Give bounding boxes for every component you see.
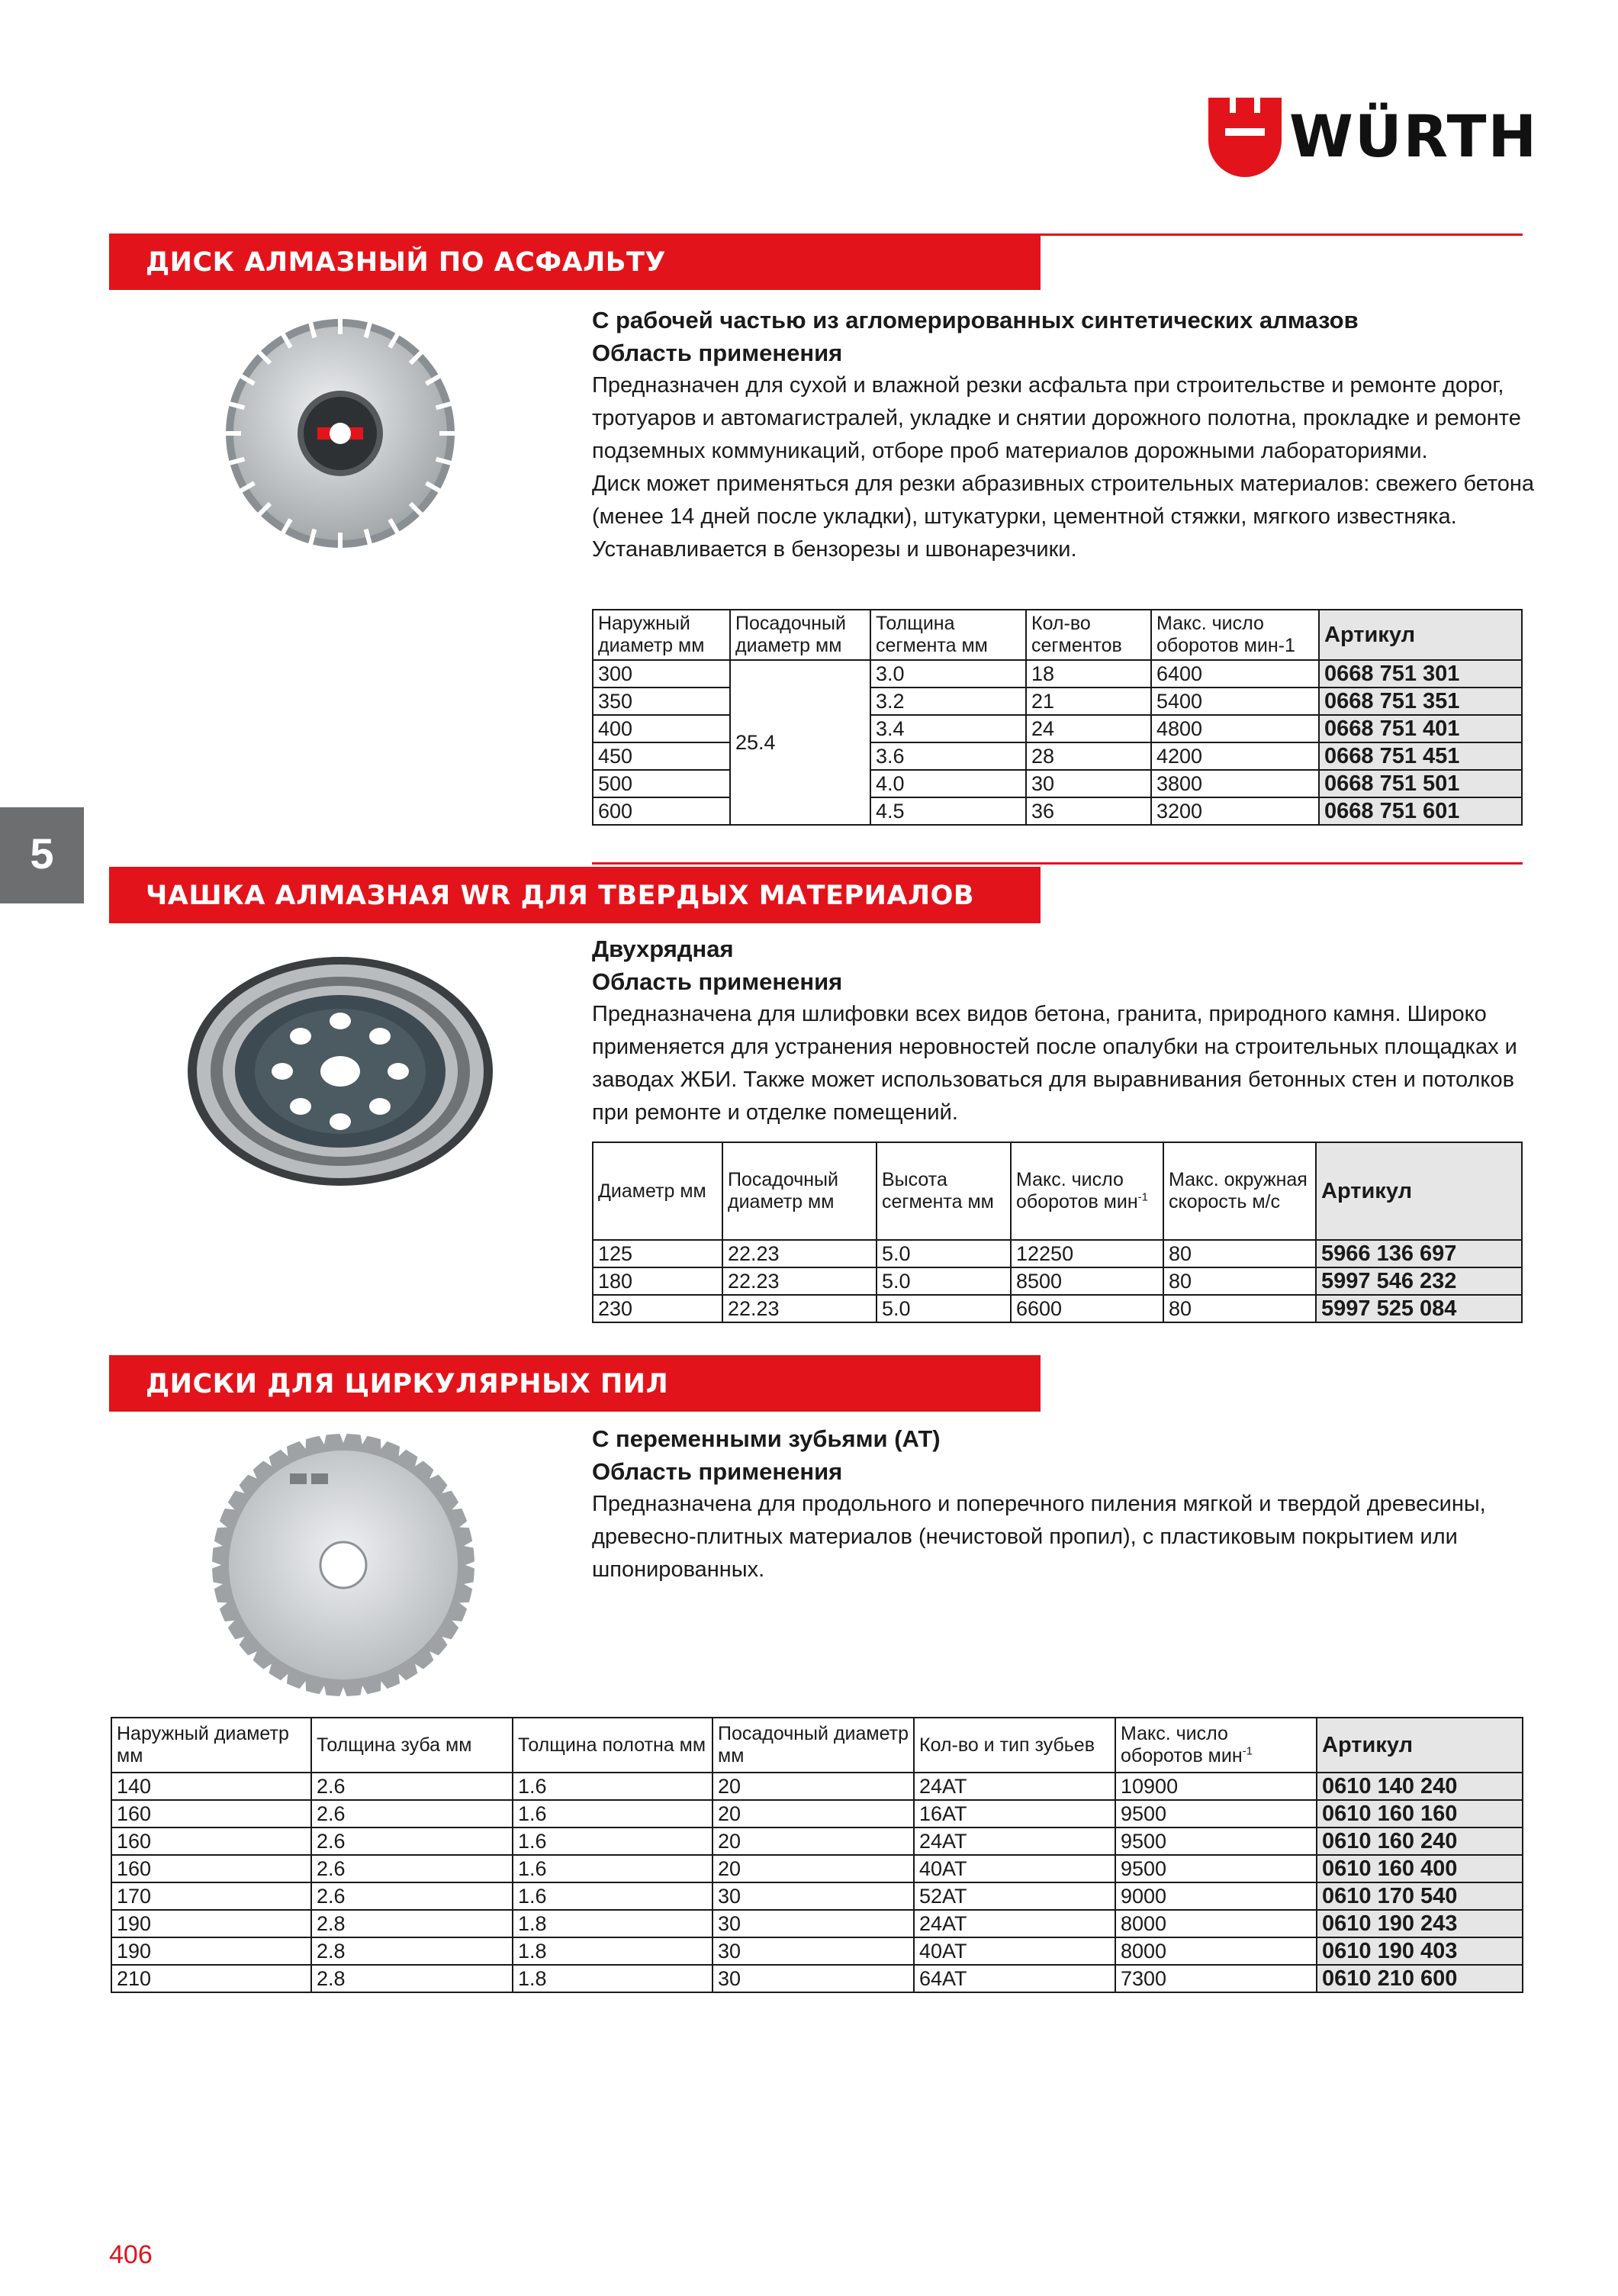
column-header-article: Артикул: [1319, 610, 1522, 660]
table-cell: 24: [1026, 715, 1151, 742]
description-paragraph: Предназначена для продольного и поперечного пиления мягкой и твердой древесины, древесно-плитных материалов (нечистовой пропил), с пластиковым покрытием или шпонированных.: [592, 1492, 1486, 1582]
column-header: Наружный диаметр мм: [111, 1718, 311, 1773]
table-cell: 24AT: [914, 1827, 1115, 1855]
table-cell: 20: [712, 1800, 914, 1827]
application-heading: Область применения: [592, 968, 843, 995]
table-cell: 24AT: [914, 1773, 1115, 1800]
wurth-logo-text: WÜRTH: [1289, 102, 1539, 170]
table-cell: 3.4: [870, 715, 1026, 742]
table-cell: 160: [111, 1800, 311, 1827]
asphalt-disc-spec-table: [592, 609, 1523, 826]
article-number: 0668 751 401: [1319, 715, 1522, 742]
table-row: [111, 1965, 1523, 1992]
article-number: 0610 160 400: [1317, 1855, 1523, 1882]
column-header-text: Макс. число оборотов мин: [1016, 1169, 1138, 1212]
table-cell: 1.6: [513, 1882, 712, 1910]
table-cell: 1.6: [513, 1855, 712, 1882]
table-cell: 6400: [1151, 660, 1319, 688]
table-cell: 20: [712, 1855, 914, 1882]
table-row: [111, 1910, 1523, 1937]
cup-wheel-illustration: [180, 943, 500, 1195]
table-cell: 5.0: [877, 1295, 1011, 1322]
section-title: ЧАШКА АЛМАЗНАЯ WR ДЛЯ ТВЕРДЫХ МАТЕРИАЛОВ: [146, 881, 975, 911]
table-header-row: [593, 1142, 1522, 1240]
saw-blade-description: [592, 1422, 1538, 1586]
table-cell: 1.6: [513, 1773, 712, 1800]
table-cell: 1.6: [513, 1827, 712, 1855]
table-cell: 2.6: [311, 1800, 513, 1827]
table-cell: 20: [712, 1773, 914, 1800]
column-header: Наружный диаметр мм: [593, 610, 730, 660]
table-cell: 22.23: [722, 1295, 877, 1322]
table-cell: 12250: [1011, 1240, 1163, 1267]
table-cell: 2.6: [311, 1855, 513, 1882]
table-cell: 350: [593, 688, 730, 715]
article-number: 0610 160 240: [1317, 1827, 1523, 1855]
column-header: Кол-во и тип зубьев: [914, 1718, 1115, 1773]
table-cell: 125: [593, 1240, 722, 1267]
header-rule: [1041, 233, 1523, 236]
description-paragraph: Диск может применяться для резки абразивных строительных материалов: свежего бетона (менее 14 дней после укладки), штукатурки, цементной стяжки, мягкого известняка. Устанавливается в бензорезы и швонарезчики.: [592, 472, 1535, 562]
table-cell: 4.5: [870, 797, 1026, 825]
column-header: Макс. окружная скорость м/с: [1163, 1142, 1316, 1240]
article-number: 0610 160 160: [1317, 1800, 1523, 1827]
unit-superscript: -1: [1242, 1744, 1253, 1758]
asphalt-diamond-disc-image: [218, 304, 462, 563]
column-header-article: Артикул: [1317, 1718, 1523, 1773]
table-row: [593, 1295, 1522, 1322]
table-cell: 300: [593, 660, 730, 688]
table-cell: 4200: [1151, 742, 1319, 770]
wurth-logo: [1208, 98, 1539, 177]
article-number: 0668 751 301: [1319, 660, 1522, 688]
table-row: [111, 1800, 1523, 1827]
table-cell: 36: [1026, 797, 1151, 825]
table-row: [593, 660, 1522, 688]
article-number: 0610 210 600: [1317, 1965, 1523, 1992]
table-row: [111, 1855, 1523, 1882]
article-number: 0610 190 243: [1317, 1910, 1523, 1937]
table-cell: 64AT: [914, 1965, 1115, 1992]
description-paragraph: Предназначен для сухой и влажной резки асфальта при строительстве и ремонте дорог, тротуаров и автомагистралей, укладке и снятии дорожного полотна, прокладке и ремонте подземных коммуникаций, отборе проб материалов дорожными лабораториями.: [592, 373, 1521, 463]
chapter-tab-number: 5: [30, 829, 54, 878]
article-number: 0610 140 240: [1317, 1773, 1523, 1800]
table-row: [111, 1773, 1523, 1800]
table-cell: 40AT: [914, 1937, 1115, 1965]
column-header: Посадочный диаметр мм: [730, 610, 870, 660]
column-header: Макс. число оборотов мин-1: [1151, 610, 1319, 660]
table-cell: 30: [1026, 770, 1151, 797]
table-row: [111, 1882, 1523, 1910]
table-cell: 80: [1163, 1295, 1316, 1322]
table-cell: 4.0: [870, 770, 1026, 797]
article-number: 5997 546 232: [1316, 1267, 1522, 1295]
table-cell: 1.8: [513, 1965, 712, 1992]
section-header-cup-wheel: [109, 867, 1041, 923]
table-cell: 80: [1163, 1267, 1316, 1295]
table-cell: 140: [111, 1773, 311, 1800]
table-row: [593, 1240, 1522, 1267]
product-subtitle: С рабочей частью из агломерированных синтетических алмазов: [592, 307, 1359, 333]
table-row: [111, 1937, 1523, 1965]
wurth-logo-mark: [1208, 98, 1282, 177]
article-number: 0668 751 501: [1319, 770, 1522, 797]
article-number: 0610 190 403: [1317, 1937, 1523, 1965]
table-cell: 16AT: [914, 1800, 1115, 1827]
table-cell: 8000: [1115, 1937, 1317, 1965]
column-header-text: Макс. число оборотов мин: [1121, 1723, 1243, 1766]
table-cell: 3200: [1151, 797, 1319, 825]
table-cell: 18: [1026, 660, 1151, 688]
section-title: ДИСКИ ДЛЯ ЦИРКУЛЯРНЫХ ПИЛ: [146, 1369, 669, 1399]
asphalt-disc-description: [592, 304, 1538, 566]
table-cell: 160: [111, 1827, 311, 1855]
table-cell-merged-bore: 25.4: [730, 660, 870, 825]
section-header-asphalt: [109, 233, 1041, 290]
table-cell: 2.6: [311, 1773, 513, 1800]
table-cell: 2.8: [311, 1937, 513, 1965]
table-cell: 230: [593, 1295, 722, 1322]
table-cell: 170: [111, 1882, 311, 1910]
table-cell: 3.0: [870, 660, 1026, 688]
table-row: [111, 1827, 1523, 1855]
table-cell: 2.6: [311, 1827, 513, 1855]
column-header-article: Артикул: [1316, 1142, 1522, 1240]
table-cell: 190: [111, 1910, 311, 1937]
table-cell: 52AT: [914, 1882, 1115, 1910]
table-cell: 5.0: [877, 1267, 1011, 1295]
table-cell: 9500: [1115, 1800, 1317, 1827]
table-cell: 80: [1163, 1240, 1316, 1267]
table-cell: 4800: [1151, 715, 1319, 742]
table-cell: 160: [111, 1855, 311, 1882]
column-header: Толщина сегмента мм: [870, 610, 1026, 660]
column-header-rpm: [1115, 1718, 1317, 1773]
asphalt-disc-illustration: [218, 304, 462, 563]
column-header: Толщина зуба мм: [311, 1718, 513, 1773]
table-cell: 21: [1026, 688, 1151, 715]
table-cell: 1.6: [513, 1800, 712, 1827]
table-cell: 2.8: [311, 1965, 513, 1992]
column-header-rpm: [1011, 1142, 1163, 1240]
table-cell: 3800: [1151, 770, 1319, 797]
section-rule: [592, 862, 1523, 865]
table-header-row: [593, 610, 1522, 660]
table-row: [593, 1267, 1522, 1295]
table-cell: 9000: [1115, 1882, 1317, 1910]
table-cell: 450: [593, 742, 730, 770]
table-cell: 1.8: [513, 1910, 712, 1937]
table-cell: 24AT: [914, 1910, 1115, 1937]
table-cell: 400: [593, 715, 730, 742]
column-header: Посадочный диаметр мм: [722, 1142, 877, 1240]
description-paragraph: Предназначена для шлифовки всех видов бетона, гранита, природного камня. Широко применяется для устранения неровностей после опалубки на строительных площадках и заводах ЖБИ. Также может использоваться для выравнивания бетонных стен и потолков при ремонте и отделке помещений.: [592, 1002, 1517, 1125]
table-cell: 3.2: [870, 688, 1026, 715]
table-cell: 30: [712, 1965, 914, 1992]
saw-blade-spec-table: [111, 1717, 1523, 1993]
table-cell: 2.6: [311, 1882, 513, 1910]
table-cell: 10900: [1115, 1773, 1317, 1800]
page-number: 406: [109, 2240, 153, 2269]
table-cell: 7300: [1115, 1965, 1317, 1992]
application-heading: Область применения: [592, 340, 843, 366]
table-cell: 40AT: [914, 1855, 1115, 1882]
chapter-tab: [0, 807, 84, 903]
table-cell: 9500: [1115, 1827, 1317, 1855]
table-cell: 30: [712, 1882, 914, 1910]
table-cell: 9500: [1115, 1855, 1317, 1882]
article-number: 0668 751 351: [1319, 688, 1522, 715]
column-header: Высота сегмента мм: [877, 1142, 1011, 1240]
cup-wheel-spec-table: [592, 1142, 1523, 1323]
unit-superscript: -1: [1137, 1190, 1148, 1204]
column-header: Кол-во сегментов: [1026, 610, 1151, 660]
article-number: 0610 170 540: [1317, 1882, 1523, 1910]
table-cell: 22.23: [722, 1240, 877, 1267]
section-title: ДИСК АЛМАЗНЫЙ ПО АСФАЛЬТУ: [146, 247, 666, 278]
table-cell: 30: [712, 1937, 914, 1965]
application-heading: Область применения: [592, 1458, 843, 1485]
product-subtitle: Двухрядная: [592, 935, 734, 962]
table-cell: 20: [712, 1827, 914, 1855]
table-cell: 210: [111, 1965, 311, 1992]
table-cell: 22.23: [722, 1267, 877, 1295]
table-cell: 8000: [1115, 1910, 1317, 1937]
table-cell: 5.0: [877, 1240, 1011, 1267]
table-header-row: [111, 1718, 1523, 1773]
table-cell: 3.6: [870, 742, 1026, 770]
article-number: 0668 751 601: [1319, 797, 1522, 825]
column-header: Посадочный диаметр мм: [712, 1718, 914, 1773]
article-number: 0668 751 451: [1319, 742, 1522, 770]
column-header: Толщина полотна мм: [513, 1718, 712, 1773]
table-cell: 28: [1026, 742, 1151, 770]
table-cell: 5400: [1151, 688, 1319, 715]
cup-wheel-description: [592, 932, 1538, 1129]
article-number: 5997 525 084: [1316, 1295, 1522, 1322]
section-header-circular-saw: [109, 1355, 1041, 1412]
table-cell: 180: [593, 1267, 722, 1295]
diamond-cup-wheel-image: [180, 943, 500, 1195]
article-number: 5966 136 697: [1316, 1240, 1522, 1267]
table-cell: 1.8: [513, 1937, 712, 1965]
saw-blade-illustration: [206, 1424, 481, 1706]
table-cell: 600: [593, 797, 730, 825]
table-cell: 6600: [1011, 1295, 1163, 1322]
column-header: Диаметр мм: [593, 1142, 722, 1240]
circular-saw-blade-image: [206, 1424, 481, 1706]
table-cell: 500: [593, 770, 730, 797]
product-subtitle: С переменными зубьями (АТ): [592, 1425, 941, 1452]
table-cell: 30: [712, 1910, 914, 1937]
table-cell: 8500: [1011, 1267, 1163, 1295]
table-cell: 2.8: [311, 1910, 513, 1937]
table-cell: 190: [111, 1937, 311, 1965]
